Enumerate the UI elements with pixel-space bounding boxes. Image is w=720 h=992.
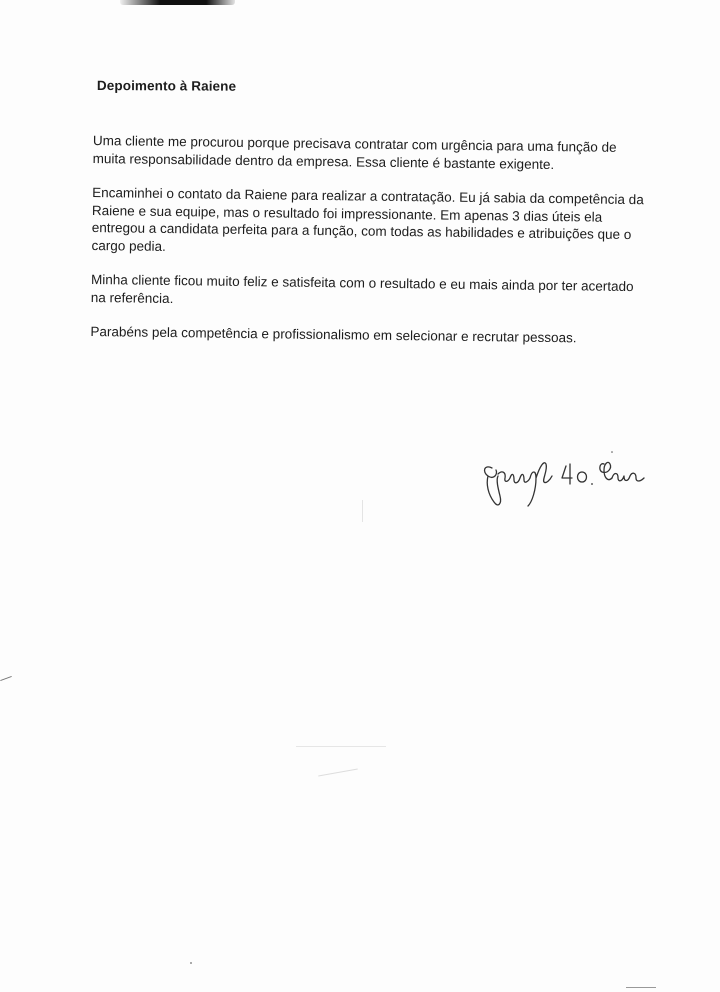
scan-speck (296, 746, 386, 747)
scan-speck (362, 500, 363, 522)
paragraph-4: Parabéns pela competência e profissionalismo em selecionar e recrutar pessoas. (90, 323, 577, 346)
scan-edge-mark (120, 0, 235, 5)
document-body (90, 132, 653, 365)
handwritten-signature (478, 450, 653, 520)
document-title: Depoimento à Raiene (96, 78, 237, 94)
paragraph-1: Uma cliente me procurou porque precisava contratar com urgência para uma função de muita responsabilidade dentro da empresa. Essa cliente é bastante exigente. (92, 132, 617, 172)
scan-speck (318, 769, 358, 777)
paragraph-3: Minha cliente ficou muito feliz e satisfeita com o resultado e eu mais ainda por ter acertado na referência. (90, 271, 634, 306)
scan-speck (626, 987, 656, 988)
scan-speck (190, 962, 192, 964)
scan-speck (0, 676, 12, 681)
paragraph-2: Encaminhei o contato da Raiene para realizar a contratação. Eu já sabia da competência da Raiene e sua equipe, mas o resultado foi impressionante. Em apenas 3 dias úteis ela entregou a candidata perfeita para a função, com todas as habilidades e atribuições que o cargo pedia. (91, 184, 644, 254)
